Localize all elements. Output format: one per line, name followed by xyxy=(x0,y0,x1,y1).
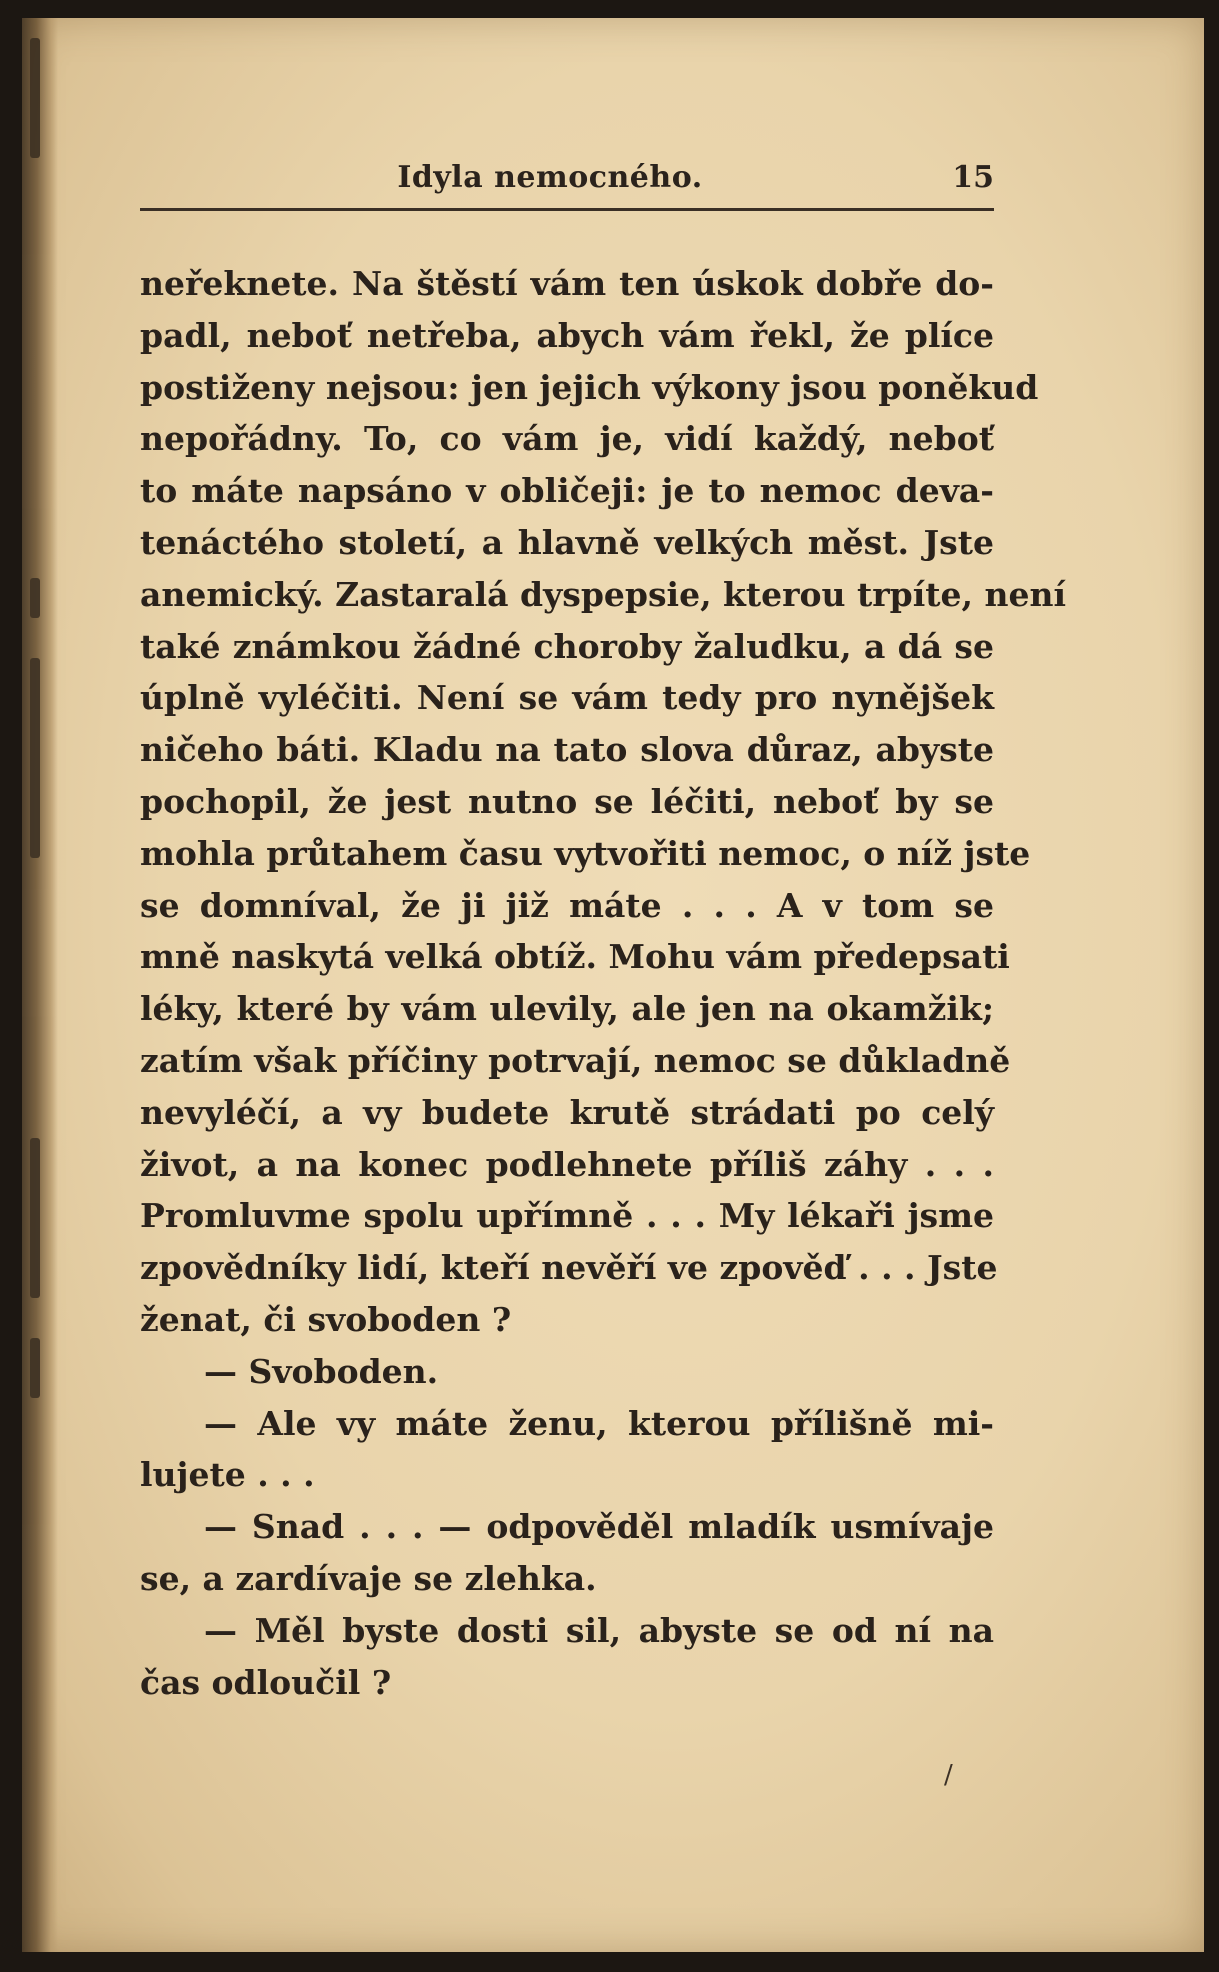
text-line: nevyléčí, a vy budete krutě strádati po celý xyxy=(140,1092,994,1132)
text-line: se, a zardívaje se zlehka. xyxy=(140,1558,597,1598)
text-line: nepořádny. To, co vám je, vidí každý, neboť xyxy=(140,419,994,459)
page-number: 15 xyxy=(952,160,994,195)
text-line: mohla průtahem času vytvořiti nemoc, o níž jste xyxy=(140,833,1031,873)
text-line: se domníval, že ji již máte . . . A v tom se xyxy=(140,885,994,925)
text-line: padl, neboť netřeba, abych vám řekl, že plíce xyxy=(140,315,994,355)
text-line: život, a na konec podlehnete příliš záhy . . . xyxy=(140,1144,994,1184)
page-header xyxy=(140,160,994,208)
text-line: neřeknete. Na štěstí vám ten úskok dobře do- xyxy=(140,264,994,303)
dialogue-line: — Měl byste dosti sil, abyste se od ní na xyxy=(204,1610,994,1650)
text-line: ženat, či svoboden ? xyxy=(140,1299,512,1339)
text-line: úplně vyléčiti. Není se vám tedy pro nynějšek xyxy=(140,678,994,718)
text-line: to máte napsáno v obličeji: je to nemoc deva- xyxy=(140,471,994,511)
text-line: pochopil, že jest nutno se léčiti, neboť by se xyxy=(140,781,994,821)
stray-pen-mark: / xyxy=(944,1760,953,1790)
header-rule xyxy=(140,208,994,211)
text-line: ničeho báti. Kladu na tato slova důraz, abyste xyxy=(140,730,994,770)
body-text xyxy=(140,258,1067,1708)
book-binding-edge xyxy=(22,18,58,1952)
binding-stain xyxy=(30,38,40,158)
dialogue-line: — Svoboden. xyxy=(204,1351,439,1391)
text-line: postiženy nejsou: jen jejich výkony jsou poněkud xyxy=(140,367,1039,407)
binding-stain xyxy=(30,578,40,618)
text-line: zpovědníky lidí, kteří nevěří ve zpověď . . . Jste xyxy=(140,1248,998,1288)
dialogue-line: — Snad . . . — odpověděl mladík usmívaje xyxy=(204,1507,994,1547)
binding-stain xyxy=(30,658,40,858)
binding-stain xyxy=(30,1138,40,1298)
text-line: také známkou žádné choroby žaludku, a dá se xyxy=(140,626,994,666)
text-line: mně naskytá velká obtíž. Mohu vám předepsati xyxy=(140,937,1010,977)
text-line: léky, které by vám ulevily, ale jen na okamžik; xyxy=(140,989,994,1029)
text-line: Promluvme spolu upřímně . . . My lékaři jsme xyxy=(140,1196,994,1236)
dialogue-line: — Ale vy máte ženu, kterou přílišně mi- xyxy=(204,1403,994,1443)
text-line: anemický. Zastaralá dyspepsie, kterou trpíte, není xyxy=(140,574,1067,614)
running-head: Idyla nemocného. xyxy=(397,160,703,195)
text-line: lujete . . . xyxy=(140,1455,315,1495)
binding-stain xyxy=(30,1338,40,1398)
text-line: čas odloučil ? xyxy=(140,1662,392,1702)
text-line: zatím však příčiny potrvají, nemoc se důkladně xyxy=(140,1040,1011,1080)
text-line: tenáctého století, a hlavně velkých měst. Jste xyxy=(140,522,994,562)
